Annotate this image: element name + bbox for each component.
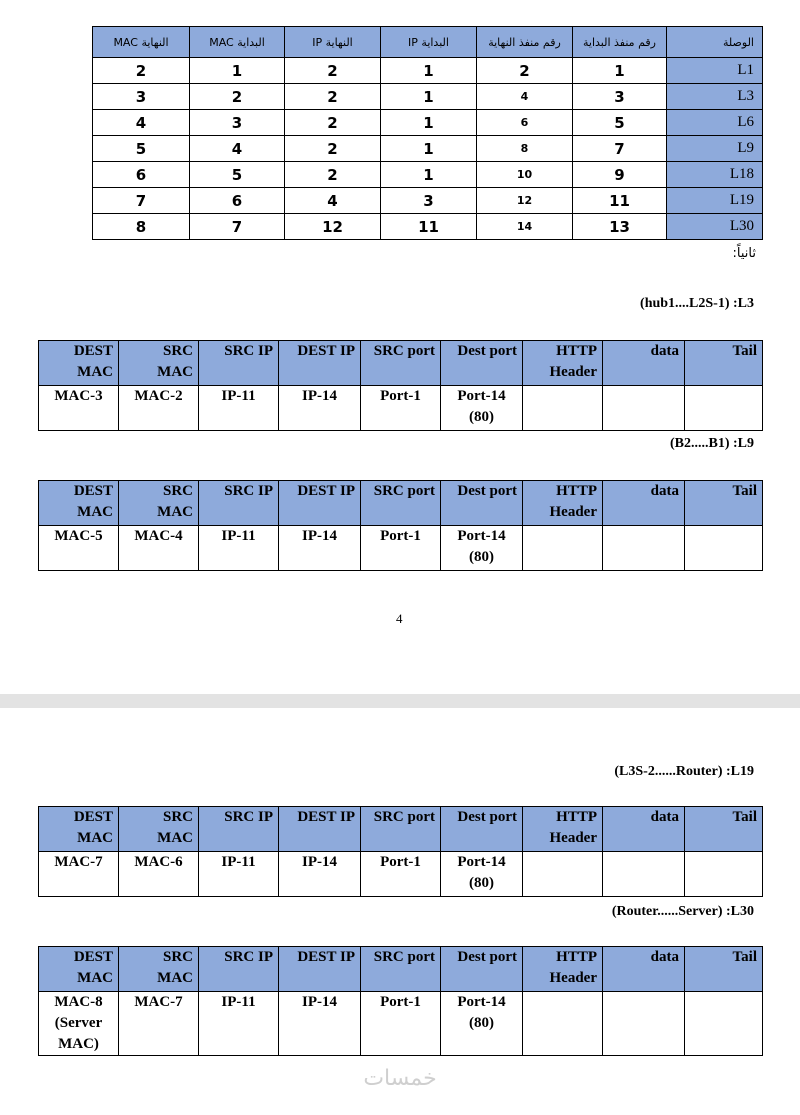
watermark-logo: خمسات [363,1066,437,1091]
frame-header-cell: SRC IP [199,481,279,526]
frame-data-row [39,852,763,897]
frame-header-cell: Dest port [441,947,523,992]
table-row [93,162,763,188]
frame-header-cell: DEST IP [279,341,361,386]
frame-header-cell: DEST MAC [39,481,119,526]
table-cell: 1 [381,110,477,136]
frame-cell: MAC-5 [39,526,119,571]
frame-cell: MAC-7 [39,852,119,897]
frame-header-cell: SRC port [361,481,441,526]
table-cell: 2 [190,84,285,110]
frame-header-cell: SRC IP [199,807,279,852]
frame-cell [523,852,603,897]
link-cell: L30 [667,214,763,240]
table-cell: 7 [93,188,190,214]
header-cell: IP النهاية [285,27,381,58]
frame-cell [685,992,763,1056]
frame-header-cell: data [603,947,685,992]
frame-cell [523,992,603,1056]
frame-header-cell: data [603,807,685,852]
frame-cell: MAC-7 [119,992,199,1056]
frame-cell [685,386,763,431]
frame-header-cell: SRC MAC [119,947,199,992]
frame-header-cell: HTTP Header [523,947,603,992]
table-cell: 2 [285,84,381,110]
table-cell: 3 [573,84,667,110]
frame-cell: IP-14 [279,526,361,571]
frame-cell: IP-14 [279,992,361,1056]
frame-header-cell: DEST MAC [39,341,119,386]
frame-header-cell: DEST MAC [39,807,119,852]
frame-header-cell: DEST IP [279,807,361,852]
frame-table-l30 [38,946,763,1056]
frame-header-row [39,341,763,386]
frame-table-l9 [38,480,763,571]
table-cell: 6 [477,110,573,136]
frame-caption-l3: (hub1....L2S-1) :L3 [640,296,754,311]
frame-header-cell: HTTP Header [523,341,603,386]
table-cell: 2 [477,58,573,84]
frame-cell: IP-11 [199,852,279,897]
page-number: 4 [396,611,403,626]
link-cell: L19 [667,188,763,214]
frame-cell: Port-1 [361,386,441,431]
table-cell: 1 [190,58,285,84]
table-cell: 5 [190,162,285,188]
frame-table-l3 [38,340,763,431]
table-cell: 1 [381,58,477,84]
frame-header-cell: SRC IP [199,341,279,386]
section-label-secondly: ثانياً: [732,246,756,261]
table-cell: 3 [190,110,285,136]
frame-cell [523,386,603,431]
link-cell: L6 [667,110,763,136]
frame-data-row [39,526,763,571]
frame-header-cell: Tail [685,947,763,992]
frame-cell [603,852,685,897]
frame-table-l19 [38,806,763,897]
table-cell: 11 [381,214,477,240]
frame-header-row [39,807,763,852]
frame-header-cell: HTTP Header [523,481,603,526]
frame-cell: MAC-6 [119,852,199,897]
frame-cell [603,526,685,571]
table-cell: 4 [190,136,285,162]
frame-data-row [39,992,763,1056]
header-cell: IP البداية [381,27,477,58]
table-row [93,214,763,240]
table-cell: 12 [285,214,381,240]
frame-cell: Port-14 (80) [441,386,523,431]
frame-cell [685,526,763,571]
frame-header-cell: SRC MAC [119,341,199,386]
table-row [93,84,763,110]
table-cell: 7 [190,214,285,240]
frame-header-cell: Tail [685,341,763,386]
frame-header-row [39,481,763,526]
frame-cell: MAC-8 (Server MAC) [39,992,119,1056]
table-cell: 12 [477,188,573,214]
table-cell: 2 [285,162,381,188]
table-cell: 2 [285,58,381,84]
frame-header-cell: SRC port [361,947,441,992]
frame-header-row [39,947,763,992]
table-cell: 8 [477,136,573,162]
frame-caption-l19: (L3S-2......Router) :L19 [614,764,754,779]
frame-header-cell: SRC port [361,341,441,386]
table-cell: 4 [93,110,190,136]
frame-header-cell: HTTP Header [523,807,603,852]
frame-header-cell: Dest port [441,341,523,386]
frame-header-cell: Dest port [441,807,523,852]
frame-cell: IP-11 [199,526,279,571]
frame-header-cell: SRC MAC [119,807,199,852]
frame-cell: Port-1 [361,992,441,1056]
frame-cell [603,992,685,1056]
table-cell: 13 [573,214,667,240]
frame-caption-l9: (B2.....B1) :L9 [670,436,754,451]
link-cell: L9 [667,136,763,162]
table-row [93,110,763,136]
table-cell: 2 [285,136,381,162]
frame-cell: Port-1 [361,526,441,571]
frame-cell: MAC-2 [119,386,199,431]
frame-header-cell: Tail [685,807,763,852]
table-cell: 1 [381,162,477,188]
frame-header-cell: DEST IP [279,947,361,992]
table-cell: 1 [381,84,477,110]
frame-cell: IP-11 [199,992,279,1056]
page-separator [0,694,800,708]
frame-data-row [39,386,763,431]
table-cell: 1 [381,136,477,162]
table-cell: 6 [190,188,285,214]
frame-header-cell: SRC port [361,807,441,852]
table-cell: 2 [93,58,190,84]
table-row [93,188,763,214]
frame-cell: Port-14 (80) [441,992,523,1056]
frame-header-cell: SRC IP [199,947,279,992]
frame-cell: IP-14 [279,852,361,897]
frame-header-cell: SRC MAC [119,481,199,526]
frame-cell [603,386,685,431]
connection-table [92,26,763,240]
connection-table-header [93,27,763,58]
frame-cell: Port-14 (80) [441,852,523,897]
link-cell: L1 [667,58,763,84]
frame-header-cell: Tail [685,481,763,526]
table-cell: 2 [285,110,381,136]
table-cell: 4 [285,188,381,214]
frame-cell: IP-11 [199,386,279,431]
table-cell: 11 [573,188,667,214]
table-cell: 3 [381,188,477,214]
frame-cell: MAC-4 [119,526,199,571]
link-cell: L18 [667,162,763,188]
link-cell: L3 [667,84,763,110]
frame-header-cell: DEST MAC [39,947,119,992]
header-cell: MAC النهاية [93,27,190,58]
frame-header-cell: data [603,481,685,526]
table-cell: 4 [477,84,573,110]
table-cell: 5 [573,110,667,136]
table-cell: 3 [93,84,190,110]
header-cell: MAC البداية [190,27,285,58]
frame-cell [523,526,603,571]
frame-header-cell: Dest port [441,481,523,526]
table-cell: 8 [93,214,190,240]
table-cell: 9 [573,162,667,188]
header-cell: رقم منفذ البداية [573,27,667,58]
table-row [93,136,763,162]
frame-header-cell: DEST IP [279,481,361,526]
frame-cell [685,852,763,897]
table-cell: 5 [93,136,190,162]
table-cell: 10 [477,162,573,188]
header-cell: الوصلة [667,27,763,58]
header-cell: رقم منفذ النهاية [477,27,573,58]
frame-cell: MAC-3 [39,386,119,431]
table-cell: 7 [573,136,667,162]
table-cell: 6 [93,162,190,188]
table-row [93,58,763,84]
table-cell: 1 [573,58,667,84]
frame-header-cell: data [603,341,685,386]
frame-cell: IP-14 [279,386,361,431]
frame-cell: Port-14 (80) [441,526,523,571]
table-cell: 14 [477,214,573,240]
frame-cell: Port-1 [361,852,441,897]
frame-caption-l30: (Router......Server) :L30 [611,904,754,919]
